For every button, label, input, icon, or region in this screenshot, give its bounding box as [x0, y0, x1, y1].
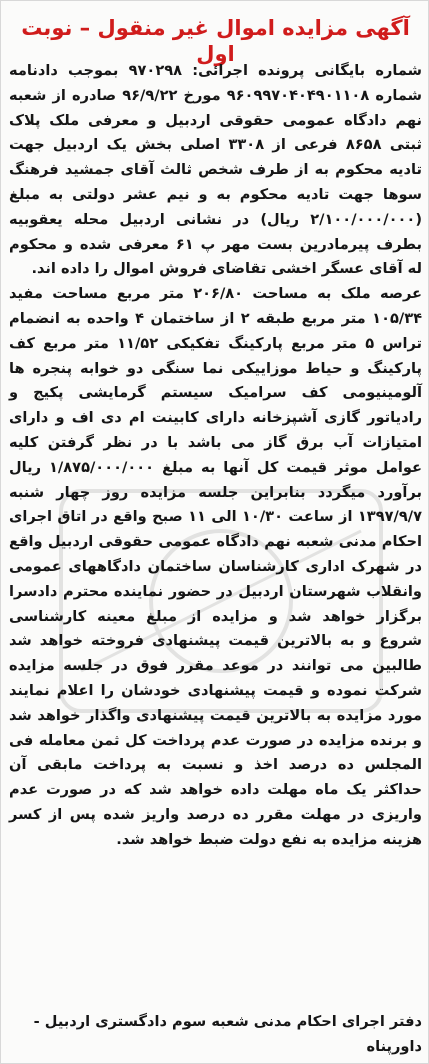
notice-signature: دفتر اجرای احکام مدنی شعبه سوم دادگستری اردبیل - داورپناه — [33, 1013, 422, 1055]
notice-paragraph-case: شماره بایگانی پرونده اجرائی: ۹۷۰۲۹۸ بموجب دادنامه شماره ۹۶۰۹۹۷۰۴۰۴۹۰۱۱۰۸ مورخ ۹۶/۹/۲۲ صادره از شعبه نهم دادگاه عمومی حقوقی اردبیل و معرفی ملک پلاک ثبتی ۸۶۵۸ فرعی از ۳۳۰۸ اصلی بخش یک اردبیل جهت تادیه محکوم به از طرف شخص ثالث آقای جمشید فرهنگ سوها جهت تادیه محکوم به و نیم عشر دولتی به مبلغ (۲/۱۰۰/۰۰۰/۰۰۰ ریال) در نشانی اردبیل محله یعقوبیه بطرف پیرمادرین بست مهر پ ۶۱ معرفی شده و محکوم له آقای عسگر اخشی تقاضای فروش اموال را داده اند. — [9, 62, 422, 278]
notice-paragraph-property: عرصه ملک به مساحت ۲۰۶/۸۰ متر مربع مساحت مفید ۱۰۵/۳۴ متر مربع طبقه ۲ از ساختمان ۴ واحده به انضمام تراس ۵ متر مربع پارکینگ تفکیکی ۱۱/۵۲ متر مربع کف پارکینگ و حیاط موزاییکی نما سنگی دو خوابه پنجره ها آلومینیومی کف سرامیک سیستم گرمایشی پکیج و رادیاتور گازی آشپزخانه دارای کابینت ام دی اف و دارای امتیازات آب برق گاز می باشد با در نظر گرفتن کلیه عوامل موثر قیمت کل آنها به مبلغ ۱/۸۷۵/۰۰۰/۰۰۰ ریال برآورد میگردد بنابراین جلسه مزایده روز چهار شنبه ۱۳۹۷/۹/۷ از ساعت ۱۰/۳۰ الی ۱۱ صبح واقع در اتاق اجرای احکام مدنی شعبه نهم دادگاه عمومی حقوقی اردبیل واقع در شهرک اداری کارشناسان ساختمان دادگاههای عمومی وانقلاب شهرستان اردبیل در حضور نماینده محترم دادسرا برگزار خواهد شد و مزایده از مبلغ معینه کارشناسی شروع و به بالاترین قیمت پیشنهادی فروخته خواهد شد طالبین می توانند در موعد مقرر فوق در جلسه مزایده شرکت نموده و قیمت پیشنهادی خودشان را اعلام نمایند مورد مزایده به بالاترین قیمت پیشنهادی واگذار خواهد شد و برنده مزایده در صورت عدم پرداخت کل ثمن معامله فی المجلس ده درصد اخذ و نسبت به پرداخت مابقی آن حداکثر یک ماه مهلت داده خواهد شد که در صورت عدم واریزی در مهلت مقرر ده درصد واریز شده پس از کسر هزینه مزایده به نفع دولت ضبط خواهد شد. — [9, 285, 423, 848]
notice-body — [9, 59, 422, 853]
notice-title: آگهی مزایده اموال غیر منقول – نوبت اول — [21, 16, 410, 66]
